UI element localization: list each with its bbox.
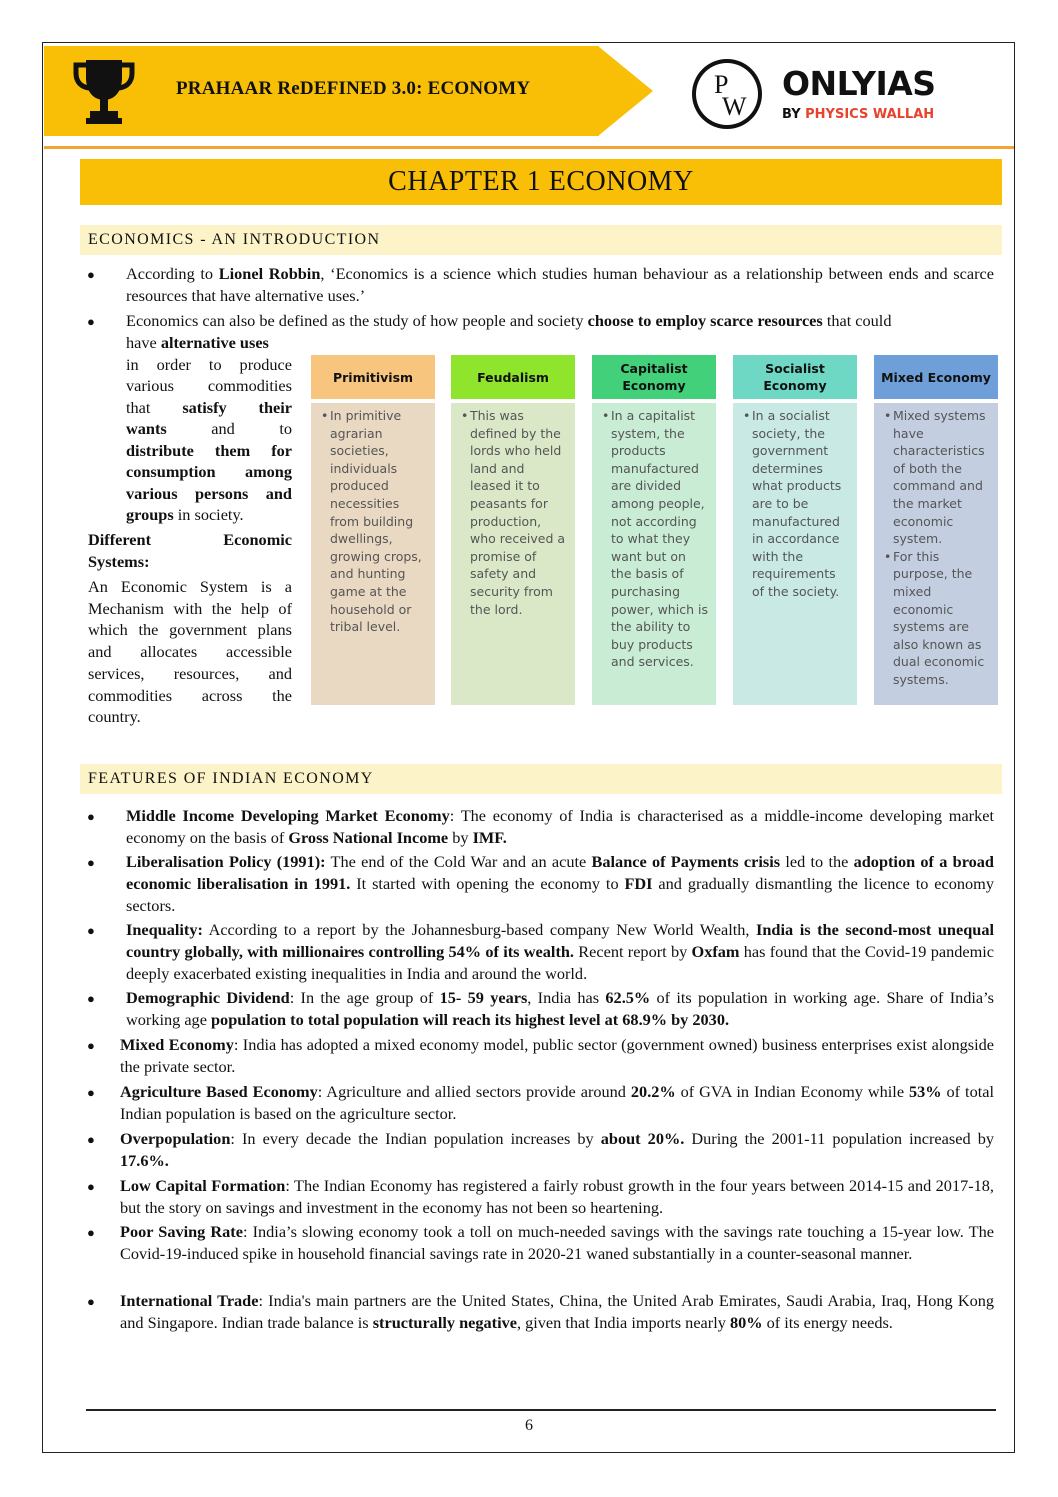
intro-line: in order to produce (126, 355, 292, 374)
economic-systems-subheading-2: Systems: (88, 552, 150, 571)
economic-system-point: • In primitive agrarian societies, individuals produced necessities from building dwellings, growing crops, and hunting game at the household or tribal level. (323, 407, 427, 636)
economic-system-point: • In a socialist society, the government determines what products are to be manufactured in accordance with the requirements of the society. (745, 407, 849, 601)
economic-system-card (592, 355, 716, 705)
bullet-icon: ● (87, 1038, 95, 1053)
economic-system-description (451, 403, 575, 705)
bullet-icon: ● (87, 1294, 95, 1309)
intro-line: that satisfy their (126, 398, 293, 417)
bullet-icon: ● (87, 809, 95, 824)
economic-system-card (311, 355, 435, 705)
economic-system-description (733, 403, 857, 705)
economic-systems-subheading: Different Economic (88, 530, 292, 549)
intro-bullet-1: According to Lionel Robbin, ‘Economics is a science which studies human behaviour as a relationship between ends and scarce resources that have alternative uses.’ (126, 264, 994, 305)
svg-text:P: P (714, 70, 729, 99)
brand-subtitle: BY PHYSICS WALLAH (782, 107, 935, 122)
economic-system-card (733, 355, 857, 705)
bullet-icon: ● (87, 1085, 95, 1100)
header-rule (44, 146, 1014, 149)
intro-line: various commodities (126, 376, 292, 395)
economic-system-description (311, 403, 435, 705)
brand-name: ONLYIAS (782, 64, 936, 103)
bullet-icon: ● (87, 1179, 95, 1194)
intro-line: groups in society. (126, 505, 244, 524)
economic-system-description (592, 403, 716, 705)
economic-system-description (874, 403, 998, 705)
economic-system-point: • In a capitalist system, the products manufactured are divided among people, not according to what they want but on the basis of purchasing power, which is the ability to buy products and services. (604, 407, 708, 671)
bullet-icon: ● (87, 1225, 95, 1240)
feature-item: Mixed Economy: India has adopted a mixed economy model, public sector (government owned) business enterprises exist alongside the private sector. (120, 1035, 995, 1076)
feature-item: Overpopulation: In every decade the Indian population increases by about 20%. During the 2001-11 population increased by 17.6%. (120, 1129, 994, 1170)
svg-text:W: W (722, 92, 747, 121)
bullet-icon: ● (87, 267, 95, 282)
bullet-icon: ● (87, 923, 95, 938)
pw-logo-icon (690, 57, 764, 131)
feature-item: Demographic Dividend: In the age group of 15- 59 years, India has 62.5% of its population in working age. Share of India’s working age population to total population will reach its highest level at 68.9% by 2030. (126, 988, 994, 1029)
page-number: 6 (525, 1417, 533, 1434)
economic-system-definition: An Economic System is a Mechanism with the help of which the government plans and allocates accessible services, resources, and commodities across the country. (88, 577, 292, 727)
intro-line: wants and to (126, 419, 292, 438)
economic-system-title: Feudalism (451, 355, 575, 399)
intro-bullet-2-cont: have alternative uses (126, 333, 269, 352)
economic-system-point: • This was defined by the lords who held land and leased it to peasants for production, who received a promise of safety and security from the lord. (463, 407, 567, 618)
economic-system-title: Capitalist Economy (592, 355, 716, 399)
economic-system-card (451, 355, 575, 705)
trophy-icon (72, 56, 136, 128)
economic-system-title: Mixed Economy (874, 355, 998, 399)
header-banner-arrow (598, 46, 653, 136)
footer-rule (86, 1409, 996, 1411)
intro-line: consumption among (126, 462, 292, 481)
bullet-icon: ● (87, 314, 95, 329)
bullet-icon: ● (87, 855, 95, 870)
feature-item: Inequality: According to a report by the Johannesburg-based company New World Wealth, India is the second-most unequal country globally, with millionaires controlling 54% of its wealth. Recent report by Oxfam has found that the Covid-19 pandemic deeply exacerbated existing inequalities in India and around the world. (126, 920, 994, 983)
chapter-title: CHAPTER 1 ECONOMY (80, 159, 1002, 205)
economic-system-title: Primitivism (311, 355, 435, 399)
section-heading-introduction: ECONOMICS - AN INTRODUCTION (80, 225, 1002, 255)
feature-item: Middle Income Developing Market Economy: The economy of India is characterised as a middle-income developing market economy on the basis of Gross National Income by IMF. (126, 806, 994, 847)
feature-item: Liberalisation Policy (1991): The end of the Cold War and an acute Balance of Payments crisis led to the adoption of a broad economic liberalisation in 1991. It started with opening the economy to FDI and gradually dismantling the licence to economy sectors. (126, 852, 994, 915)
intro-bullet-2: Economics can also be defined as the study of how people and society choose to employ scarce resources that could (126, 311, 892, 330)
feature-item: Low Capital Formation: The Indian Economy has registered a fairly robust growth in the four years between 2014-15 and 2017-18, but the story on savings and investment in the economy has not been so heartening. (120, 1176, 995, 1217)
intro-line: distribute them for (126, 441, 292, 460)
economic-system-card (874, 355, 998, 705)
bullet-icon: ● (87, 1132, 95, 1147)
economic-system-title: Socialist Economy (733, 355, 857, 399)
economic-system-point: • Mixed systems have characteristics of both the command and the market economic system. (886, 407, 990, 548)
feature-item: Poor Saving Rate: India’s slowing economy took a toll on much-needed savings with the savings rate touching a 15-year low. The Covid-19-induced spike in household financial savings rate in 2020-21 waned substantially in a counter-seasonal manner. (120, 1222, 994, 1263)
economic-system-point: • For this purpose, the mixed economic systems are also known as dual economic systems. (886, 548, 990, 689)
feature-item: Agriculture Based Economy: Agriculture and allied sectors provide around 20.2% of GVA in Indian Economy while 53% of total Indian population is based on the agriculture sector. (120, 1082, 994, 1123)
intro-line: various persons and (126, 484, 292, 503)
bullet-icon: ● (87, 991, 95, 1006)
header-title: PRAHAAR ReDEFINED 3.0: ECONOMY (176, 78, 531, 99)
section-heading-features: FEATURES OF INDIAN ECONOMY (80, 764, 1002, 794)
feature-item: International Trade: India's main partners are the United States, China, the United Arab Emirates, Saudi Arabia, Iraq, Hong Kong and Singapore. Indian trade balance is structurally negative, given that India imports nearly 80% of its energy needs. (120, 1291, 994, 1332)
